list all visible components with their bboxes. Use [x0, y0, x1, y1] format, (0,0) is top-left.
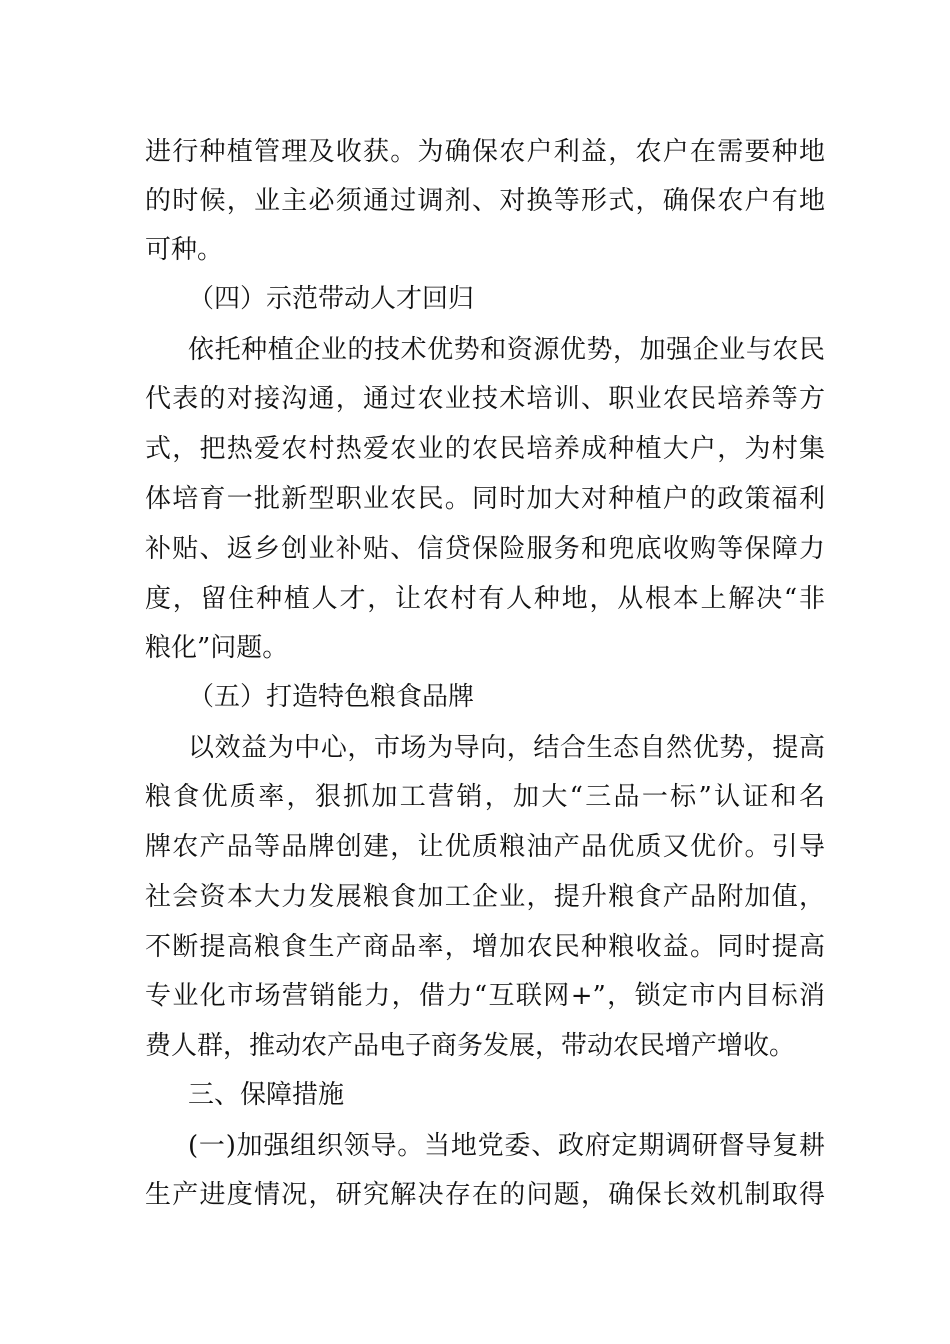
text-line-21: (一)加强组织领导。当地党委、政府定期调研督导复耕: [188, 1131, 825, 1161]
text-line-14: 粮食优质率，狠抓加工营销，加大“三品一标”认证和名: [145, 782, 825, 812]
text-line-19: 费人群，推动农产品电子商务发展，带动农民增产增收。: [145, 1031, 796, 1061]
text-line-17: 不断提高粮食生产商品率，增加农民种粮收益。同时提高: [145, 932, 825, 962]
text-line-7: 式，把热爱农村热爱农业的农民培养成种植大户，为村集: [145, 434, 825, 464]
text-line-18: 专业化市场营销能力，借力“互联网+”，锁定市内目标消: [145, 981, 825, 1011]
text-line-3: 可种。: [145, 235, 224, 265]
text-line-5: 依托种植企业的技术优势和资源优势，加强企业与农民: [188, 335, 825, 365]
text-line-8: 体培育一批新型职业农民。同时加大对种植户的政策福利: [145, 484, 825, 514]
text-line-15: 牌农产品等品牌创建，让优质粮油产品优质又优价。引导: [145, 832, 825, 862]
text-line-9: 补贴、返乡创业补贴、信贷保险服务和兜底收购等保障力: [145, 534, 825, 564]
section-heading-4: （四）示范带动人才回归: [188, 284, 475, 314]
text-line-10: 度，留住种植人才，让农村有人种地，从根本上解决“非: [145, 584, 825, 614]
text-line-13: 以效益为中心，市场为导向，结合生态自然优势，提高: [188, 733, 825, 763]
text-line-16: 社会资本大力发展粮食加工企业，提升粮食产品附加值，: [145, 882, 825, 912]
text-line-1: 进行种植管理及收获。为确保农户利益，农户在需要种地: [145, 137, 825, 167]
section-heading-3: 三、保障措施: [188, 1080, 345, 1110]
text-line-6: 代表的对接沟通，通过农业技术培训、职业农民培养等方: [145, 384, 825, 414]
text-line-2: 的时候，业主必须通过调剂、对换等形式，确保农户有地: [145, 186, 825, 216]
text-line-22: 生产进度情况，研究解决存在的问题，确保长效机制取得: [145, 1180, 825, 1210]
text-line-11: 粮化”问题。: [145, 633, 289, 663]
section-heading-5: （五）打造特色粮食品牌: [188, 682, 475, 712]
